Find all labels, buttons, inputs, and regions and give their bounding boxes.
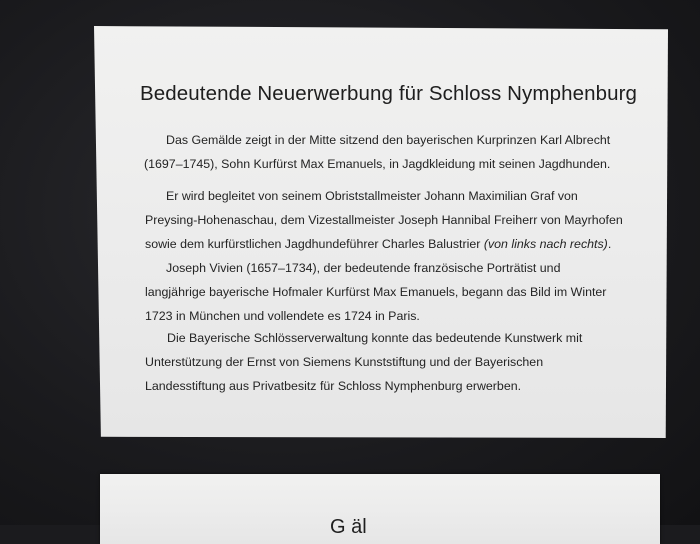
paragraph-3-line-3: 1723 in München und vollendete es 1724 in Paris.: [145, 309, 420, 323]
paragraph-4-line-2: Unterstützung der Ernst von Siemens Kunststiftung und der Bayerischen: [145, 355, 544, 369]
lower-sign-partial-title: G äl: [330, 516, 367, 538]
paragraph-3-line-1: Joseph Vivien (1657–1734), der bedeutende französische Porträtist und: [166, 261, 561, 275]
paragraph-2: [145, 184, 623, 256]
paragraph-4-line-1: Die Bayerische Schlösserverwaltung konnte das bedeutende Kunstwerk mit: [167, 331, 583, 345]
paragraph-2-line-3-text: sowie dem kurfürstlichen Jagdhundeführer Charles Balustrier: [145, 237, 484, 251]
lower-information-sign: [100, 474, 660, 544]
sign-title: Bedeutende Neuerwerbung für Schloss Nymphenburg: [140, 82, 637, 105]
paragraph-2-italic-note: (von links nach rechts): [483, 237, 608, 251]
paragraph-1: [144, 128, 611, 176]
paragraph-2-line-2: Preysing-Hohenaschau, dem Vizestallmeister Joseph Hannibal Freiherr von Mayrhofen: [145, 213, 623, 227]
paragraph-3-line-2: langjährige bayerische Hofmaler Kurfürst Max Emanuels, begann das Bild im Winter: [145, 285, 607, 299]
paragraph-3: [145, 256, 607, 328]
paragraph-2-period: .: [607, 237, 612, 251]
paragraph-1-line-2: (1697–1745), Sohn Kurfürst Max Emanuels, in Jagdkleidung mit seinen Jagdhunden.: [144, 157, 611, 171]
paragraph-2-line-3: [145, 232, 623, 256]
paragraph-2-line-1: Er wird begleitet von seinem Obriststallmeister Johann Maximilian Graf von: [166, 189, 578, 203]
paragraph-4: [145, 326, 583, 398]
paragraph-4-line-3: Landesstiftung aus Privatbesitz für Schloss Nymphenburg erwerben.: [145, 379, 522, 393]
paragraph-1-line-1: Das Gemälde zeigt in der Mitte sitzend den bayerischen Kurprinzen Karl Albrecht: [166, 133, 611, 147]
